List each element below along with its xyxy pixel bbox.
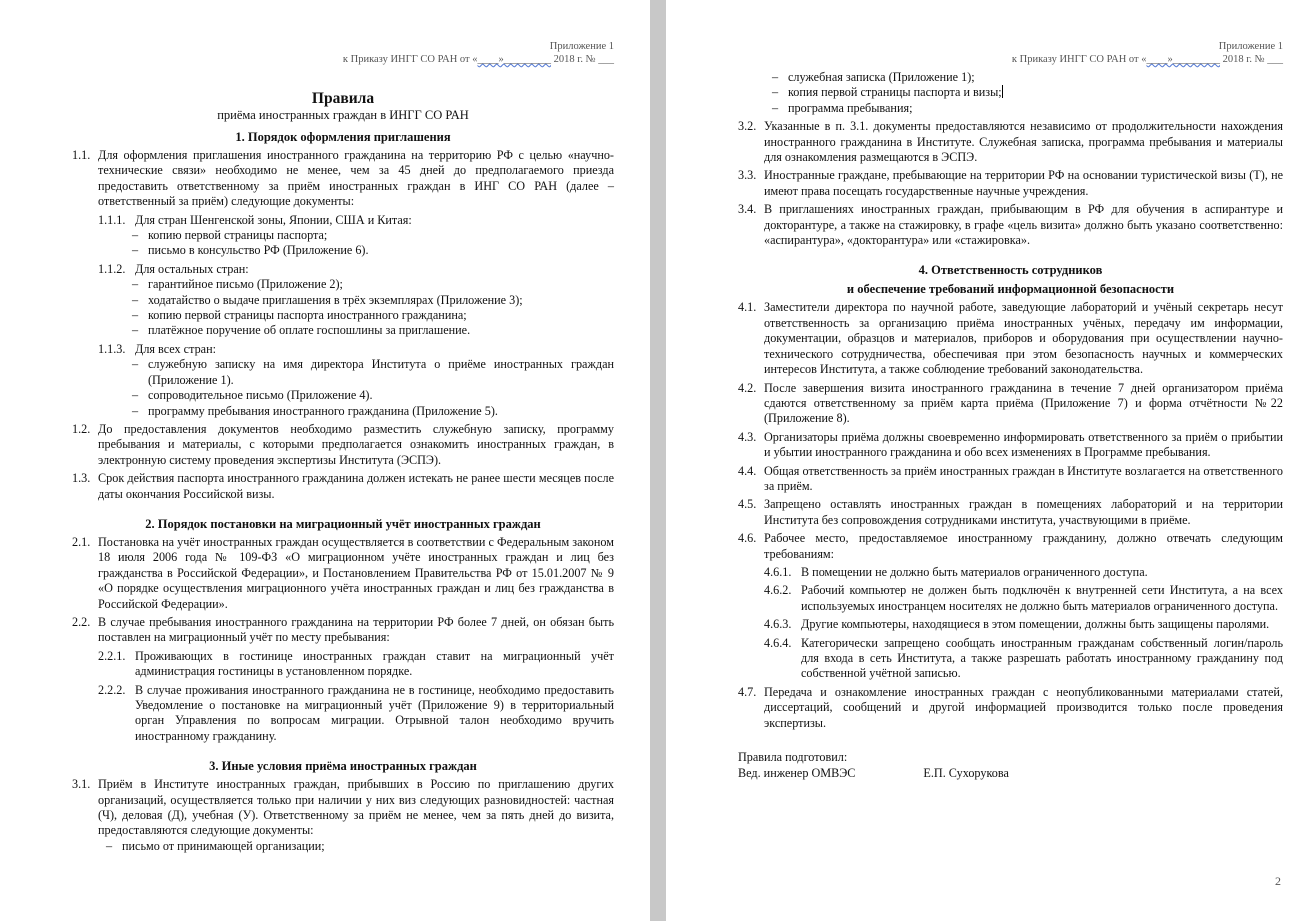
paragraph-1-3: 1.3. Срок действия паспорта иностранного гражданина должен истекать не ранее шести месяцев после даты окончания Российской визы. [72,471,614,501]
prepared-by-label: Правила подготовил: [738,750,848,765]
paragraph-4-6-2: 4.6.2. Рабочий компьютер не должен быть подключён к внутренней сети Института, а на всех используемых иностранцем носителях не должно быть материалов ограниченного доступа. [764,583,1283,613]
paragraph-1-1-3: 1.1.3. Для всех стран: [98,341,216,356]
signature-block [738,749,1283,781]
section-2-heading: 2. Порядок постановки на миграционный учёт иностранных граждан [145,516,541,531]
list-item: – служебную записку на имя директора Института о приёме иностранных граждан (Приложение 1). [132,357,614,387]
page-number: 2 [1275,874,1281,888]
paragraph-1-1-2: 1.1.2. Для остальных стран: [98,261,249,276]
paragraph-4-6-4: 4.6.4. Категорически запрещено сообщать иностранным гражданам собственный логин/пароль для входа в сеть Института, а также разрешать работать иностранному гражданину под собственной учётной записью. [764,635,1283,681]
paragraph-3-4: 3.4. В приглашениях иностранных граждан, прибывающим в РФ для обучения в аспирантуре и докторантуре, а также на стажировку, в графе «цель визита» должно быть указано соответственно: «аспирантура», «докторантура» или «стажировка». [738,202,1283,248]
paragraph-4-1: 4.1. Заместители директора по научной работе, заведующие лабораторий и учёный секретарь несут ответственность за организацию приёма иностранных учёных, передачу им информации, документации, образцов и материалов, приборов и оборудования при осуществлении научно-технического сотрудничества, обеспечивая при этом безопасность научных и коммерческих интересов Института, а также соблюдение требований законодательства. [738,300,1283,377]
list-item: – программу пребывания иностранного гражданина (Приложение 5). [132,403,498,418]
paragraph-4-3: 4.3. Организаторы приёма должны своевременно информировать ответственного за приём о прибытии и убытии иностранного гражданина и обо всех изменениях в Программе пребывания. [738,429,1283,460]
paragraph-4-7: 4.7. Передача и ознакомление иностранных граждан с неопубликованными материалами статей, диссертаций, сообщений и другой информацией производится только после проведения экспертизы. [738,684,1283,730]
list-item: – копию первой страницы паспорта иностранного гражданина; [132,308,467,323]
paragraph-1-1-1: 1.1.1. Для стран Шенгенской зоны, Японии, США и Китая: [98,212,412,227]
page-header [738,40,1283,66]
paragraph-4-6-1: 4.6.1. В помещении не должно быть материалов ограниченного доступа. [764,564,1148,579]
paragraph-2-2: 2.2. В случае пребывания иностранного гражданина на территории РФ более 7 дней, он обязан быть поставлен на миграционный учёт по месту пребывания: [72,614,614,645]
paragraph-4-4: 4.4. Общая ответственность за приём иностранных граждан в Институте возлагается на ответственного за приём. [738,463,1283,493]
document-page-1[interactable] [0,0,650,921]
document-subtitle: приёма иностранных граждан в ИНГГ СО РАН [217,108,469,122]
list-item: – копию первой страницы паспорта; [132,228,328,243]
section-3-heading: 3. Иные условия приёма иностранных граждан [209,759,477,774]
paragraph-1-2: 1.2. До предоставления документов необходимо разместить служебную записку, программу пребывания и материалы, с которыми предполагается ознакомить иностранных граждан, в электронную систему проведения экспертизы Института (ЭСПЭ). [72,421,614,467]
paragraph-4-6-3: 4.6.3. Другие компьютеры, находящиеся в этом помещении, должны быть защищены паролями. [764,617,1270,632]
list-item: – программа пребывания; [772,100,913,115]
list-item: – ходатайство о выдаче приглашения в трёх экземплярах (Приложение 3); [132,292,523,307]
paragraph-4-6: 4.6. Рабочее место, предоставляемое иностранному гражданину, должно отвечать следующим требованиям: [738,531,1283,561]
appendix-label: Приложение 1 [1218,41,1283,52]
list-item: – сопроводительное письмо (Приложение 4). [132,388,373,403]
order-reference: к Приказу ИНГГ СО РАН от «____»_________ 2018 г. № ___ [1011,54,1283,65]
section-4-subheading: и обеспечение требований информационной безопасности [846,282,1175,297]
text-cursor [1002,85,1003,98]
list-item: – письмо от принимающей организации; [106,838,325,853]
signer-position: Вед. инженер ОМВЭС [738,766,856,781]
paragraph-3-3: 3.3. Иностранные граждане, пребывающие на территории РФ на основании туристической визы (Т), не имеют права посещать государственные научные учреждения. [738,168,1283,198]
page-header [72,40,614,66]
paragraph-3-2: 3.2. Указанные в п. 3.1. документы предоставляются независимо от продолжительности нахождения иностранного гражданина в Институте. Служебная записка, программа пребывания и материалы для ознакомления размещаются в ЭСПЭ. [738,119,1283,165]
paragraph-1-1: 1.1. Для оформления приглашения иностранного гражданина на территорию РФ с целью «научно-технические связи» необходимо не менее, чем за 45 дней до предполагаемого приезда предоставить ответственному за приём иностранных граждан в ИНГ СО РАН (далее – ответственный за приём) следующие документы: [72,148,614,209]
paragraph-3-1: 3.1. Приём в Институте иностранных граждан, прибывших в Россию по приглашению других организаций, осуществляется только при наличии у них виз следующих разновидностей: частная (Ч), деловая (Д), учебная (У). Ответственному за приём не менее, чем за пять дней до визита, предоставляются следующие документы: [72,777,614,838]
list-item: – письмо в консульство РФ (Приложение 6). [132,243,369,258]
document-page-2[interactable] [666,0,1313,921]
document-title: Правила [311,90,375,107]
paragraph-2-1: 2.1. Постановка на учёт иностранных граждан осуществляется в соответствии с Федеральным законом 18 июля 2006 года № 109-ФЗ «О миграционном учёте иностранных граждан и лиц без гражданства в Российской Федерации», и Постановлением Правительства РФ от 15.01.2007 № 9 «О порядке осуществления миграционного учёта иностранных граждан и лиц без гражданства в Российской Федерации». [72,534,614,611]
list-item: – копия первой страницы паспорта и визы; [772,85,1002,100]
section-1-heading: 1. Порядок оформления приглашения [235,130,451,144]
signer-name: Е.П. Сухорукова [923,766,1009,781]
paragraph-4-2: 4.2. После завершения визита иностранного гражданина в течение 7 дней организатором приёма сдаются ответственному за приём карта приёма (Приложение 7) и форма отчётности №22 (Приложение 8). [738,380,1283,426]
paragraph-2-2-2: 2.2.2. В случае проживания иностранного гражданина не в гостинице, необходимо предоставить Уведомление о постановке на миграционный учёт (Приложение 9) в территориальный орган Управления по вопросам миграции. Отрывной талон необходимо вручить иностранному гражданину. [98,682,614,743]
paragraph-2-2-1: 2.2.1. Проживающих в гостинице иностранных граждан ставит на миграционный учёт администрация гостиницы в установленном порядке. [98,648,614,679]
order-reference: к Приказу ИНГГ СО РАН от «____»_________ 2018 г. № ___ [342,54,614,65]
section-4-heading: 4. Ответственность сотрудников [918,263,1103,278]
list-item: – гарантийное письмо (Приложение 2); [132,277,343,292]
list-item: – служебная записка (Приложение 1); [772,70,975,84]
appendix-label: Приложение 1 [549,41,614,52]
paragraph-4-5: 4.5. Запрещено оставлять иностранных граждан в помещениях лабораторий и на территории Института без сопровождения сотрудниками института, участвующими в приёме. [738,497,1283,527]
list-item: – платёжное поручение об оплате госпошлины за приглашение. [132,323,471,338]
